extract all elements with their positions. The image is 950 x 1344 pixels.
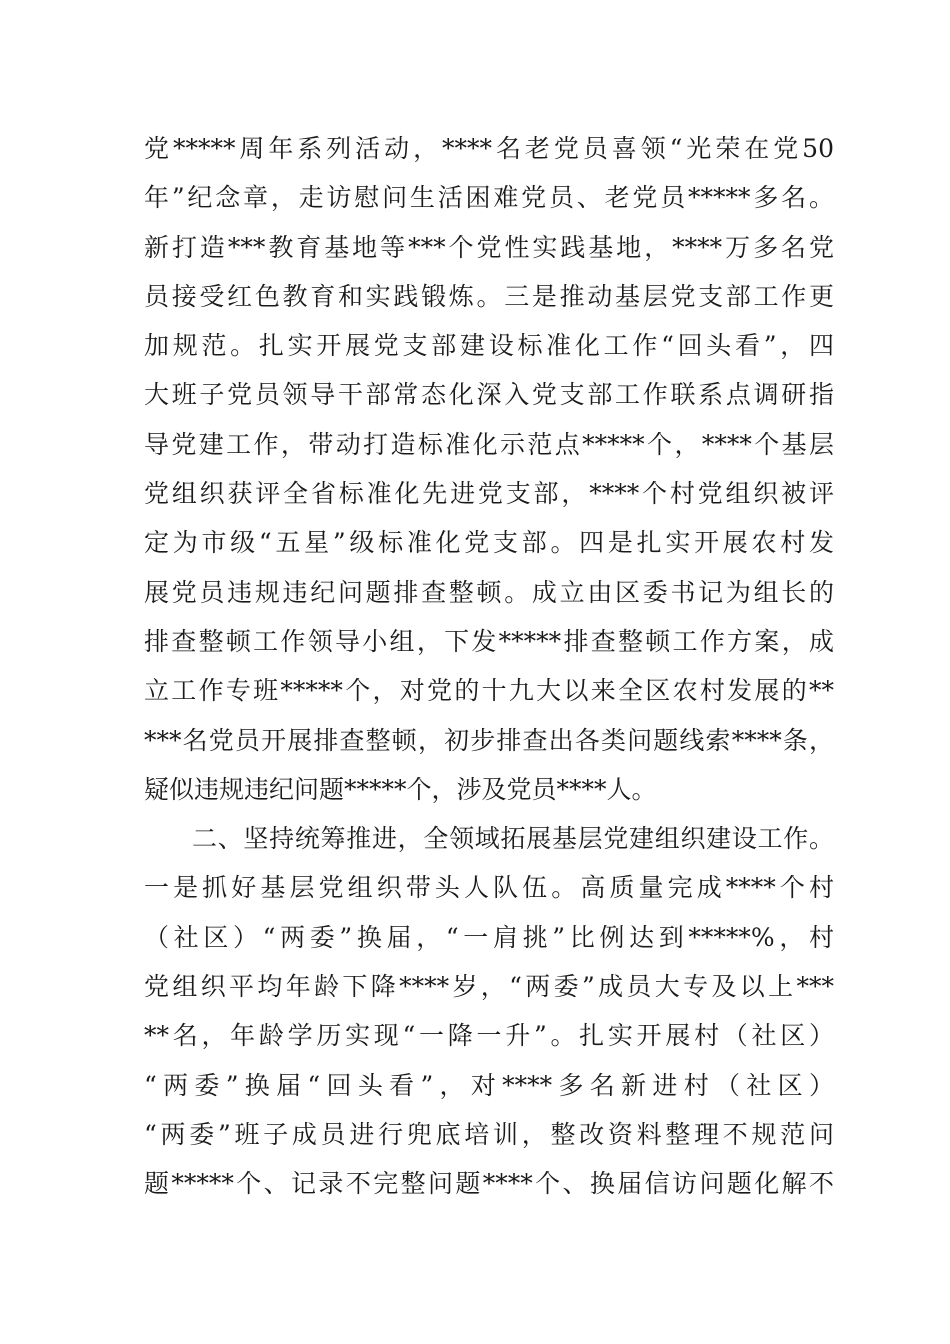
text-line: 员接受红色教育和实践锻炼。三是推动基层党支部工作更: [144, 281, 834, 311]
text-line: 大班子党员领导干部常态化深入党支部工作联系点调研指: [144, 380, 834, 410]
text-line: 年”纪念章，走访慰问生活困难党员、老党员*****多名。: [144, 183, 834, 213]
body-text: [144, 124, 834, 1209]
text-line: 立工作专班*****个，对党的十九大以来全区农村发展的**: [144, 676, 834, 706]
text-line: 定为市级“五星”级标准化党支部。四是扎实开展农村发: [144, 528, 834, 558]
text-line: ***名党员开展排查整顿，初步排查出各类问题线索****条，: [144, 725, 834, 755]
text-line: 展党员违规违纪问题排查整顿。成立由区委书记为组长的: [144, 577, 834, 607]
text-line: 新打造***教育基地等***个党性实践基地，****万多名党: [144, 232, 834, 262]
paragraph-end-line: 疑似违规违纪问题*****个，涉及党员****人。: [144, 774, 657, 804]
text-line: 党*****周年系列活动，****名老党员喜领“光荣在党50: [144, 134, 834, 163]
text-line: 党组织获评全省标准化先进党支部，****个村党组织被评: [144, 479, 834, 509]
text-line: 党组织平均年龄下降****岁，“两委”成员大专及以上***: [144, 972, 834, 1002]
text-line: “两委”换届“回头看”，对****多名新进村（社区）: [144, 1070, 834, 1100]
text-line: 一是抓好基层党组织带头人队伍。高质量完成****个村: [144, 873, 834, 903]
section-heading-line: 二、坚持统筹推进，全领域拓展基层党建组织建设工作。: [192, 824, 834, 854]
text-line: 导党建工作，带动打造标准化示范点*****个，****个基层: [144, 429, 834, 459]
text-line: （社区）“两委”换届，“一肩挑”比例达到*****%，村: [144, 922, 834, 952]
text-line: 题*****个、记录不完整问题****个、换届信访问题化解不: [144, 1169, 834, 1199]
text-line: 加规范。扎实开展党支部建设标准化工作“回头看”，四: [144, 331, 834, 361]
text-line: 排查整顿工作领导小组，下发*****排查整顿工作方案，成: [144, 626, 834, 656]
text-line: **名，年龄学历实现“一降一升”。扎实开展村（社区）: [144, 1021, 834, 1051]
text-line: “两委”班子成员进行兜底培训，整改资料整理不规范问: [144, 1119, 834, 1149]
